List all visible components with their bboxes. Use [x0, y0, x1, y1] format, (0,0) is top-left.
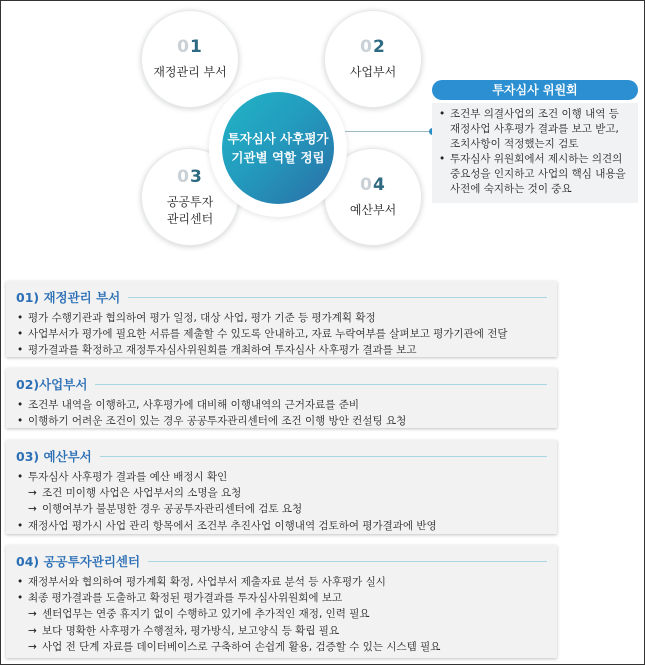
section-title: 04) 공공투자관리센터 — [16, 554, 141, 569]
section-header — [16, 373, 547, 395]
section-header — [16, 445, 547, 467]
list-item: • 투자심사 사후평가 결과를 예산 배정시 확인 — [16, 469, 547, 485]
section-divider — [128, 297, 547, 298]
section-public-investment-center — [6, 545, 557, 658]
node-number: 04 — [360, 175, 386, 195]
node-number: 03 — [177, 166, 203, 187]
list-item: • 조건부 의결사업의 조건 이행 내역 등 재정사업 사후평가 결과를 보고 받고, 조치사항이 적정했는지 검토 — [438, 107, 632, 152]
list-subitem: → 조건 미이행 사업은 사업부서의 소명을 요청 — [16, 485, 547, 501]
center-label-line2: 기관별 역할 정립 — [231, 150, 325, 165]
node-number: 02 — [360, 37, 386, 57]
center-circle — [222, 92, 334, 204]
list-item: • 투자심사 위원회에서 제시하는 의견의 중요성을 인지하고 사업의 핵심 내용을 사전에 숙지하는 것이 중요 — [438, 152, 632, 197]
section-header — [16, 286, 547, 308]
section-divider — [148, 561, 547, 562]
list-item: • 최종 평가결과를 도출하고 확정된 평가결과를 투자심사위원회에 보고 — [16, 590, 547, 606]
list-item: • 재정부서와 협의하여 평가계획 확정, 사업부서 제출자료 분석 등 사후평가 실시 — [16, 574, 547, 590]
section-title: 03) 예산부서 — [16, 449, 92, 464]
committee-list — [432, 103, 638, 203]
section-finance-dept — [6, 281, 557, 357]
node-label: 예산부서 — [349, 203, 397, 217]
list-subitem: → 보다 명확한 사후평가 수행절차, 평가방식, 보고양식 등 확립 필요 — [16, 623, 547, 639]
section-list — [16, 469, 547, 534]
section-budget-dept — [6, 440, 557, 534]
section-divider — [100, 456, 547, 457]
section-business-dept — [6, 368, 557, 428]
section-divider — [95, 384, 547, 385]
list-item: • 평가 수행기관과 협의하여 평가 일정, 대상 사업, 평가 기준 등 평가계획 확정 — [16, 310, 547, 326]
committee-box — [432, 80, 638, 203]
node-finance-dept — [141, 10, 239, 108]
section-list — [16, 397, 547, 429]
section-list — [16, 574, 547, 655]
list-subitem: → 사업 전 단계 자료를 데이터베이스로 구축하여 손쉽게 활용, 검증할 수 있는 시스템 필요 — [16, 639, 547, 655]
committee-title: 투자심사 위원회 — [432, 80, 638, 100]
node-label: 사업부서 — [349, 65, 397, 79]
node-number: 01 — [177, 37, 203, 57]
section-title: 02)사업부서 — [16, 377, 88, 392]
list-subitem: → 센터업무는 연중 휴지기 없이 수행하고 있기에 추가적인 재정, 인력 필요 — [16, 606, 547, 622]
connector-line — [345, 131, 433, 132]
list-item: • 이행하기 어려운 조건이 있는 경우 공공투자관리센터에 조건 이행 방안 컨설팅 요청 — [16, 413, 547, 429]
section-header — [16, 550, 547, 572]
section-title: 01) 재정관리 부서 — [16, 290, 121, 305]
list-item: • 재정사업 평가시 사업 관리 항목에서 조건부 추진사업 이행내역 검토하여 평가결과에 반영 — [16, 518, 547, 534]
node-label: 재정관리 부서 — [153, 65, 227, 79]
list-item: • 사업부서가 평가에 필요한 서류를 제출할 수 있도록 안내하고, 자료 누락여부를 살펴보고 평가기관에 전달 — [16, 326, 547, 342]
list-subitem: → 이행여부가 불분명한 경우 공공투자관리센터에 검토 요청 — [16, 501, 547, 517]
section-list — [16, 310, 547, 359]
node-label: 공공투자 관리센터 — [166, 194, 214, 226]
center-label-line1: 투자심사 사후평가 — [227, 131, 329, 146]
node-business-dept — [324, 10, 422, 108]
list-item: • 조건부 내역을 이행하고, 사후평가에 대비해 이행내역의 근거자료를 준비 — [16, 397, 547, 413]
list-item: • 평가결과를 확정하고 재정투자심사위원회를 개최하여 투자심사 사후평가 결과를 보고 — [16, 342, 547, 358]
